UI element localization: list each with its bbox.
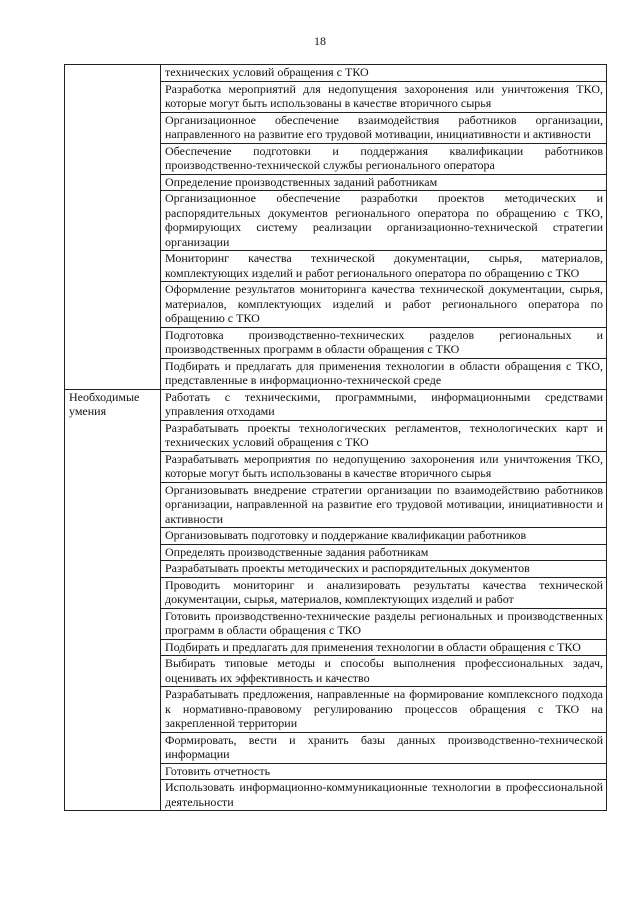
row-text: Организовывать подготовку и поддержание квалификации работников bbox=[165, 528, 527, 542]
row-text-cell bbox=[161, 687, 607, 733]
row-text: Организационное обеспечение разработки проектов методических и распорядительных документов регионального оператора по обращению с ТКО, формирующих систему реализации организационно-технической стратегии организации bbox=[165, 191, 603, 249]
row-text-cell bbox=[161, 656, 607, 687]
row-text: Использовать информационно-коммуникационные технологии в профессиональной деятельности bbox=[165, 780, 603, 809]
row-text-cell bbox=[161, 780, 607, 811]
competency-table-body bbox=[65, 65, 607, 811]
row-text: Готовить производственно-технические разделы региональных и производственных программ в области обращения с ТКО bbox=[165, 608, 603, 637]
row-text-cell bbox=[161, 65, 607, 82]
row-text: Организационное обеспечение взаимодействия работников организации, направленного на развитие его трудовой мотивации, инициативности и активности bbox=[165, 112, 603, 141]
row-text: Обеспечение подготовки и поддержания квалификации работников производственно-технической службы регионального оператора bbox=[165, 143, 603, 172]
section-label-cell bbox=[65, 389, 161, 811]
row-text: Формировать, вести и хранить базы данных производственно-технической информации bbox=[165, 732, 603, 761]
row-text: Подготовка производственно-технических разделов региональных и производственных программ в области обращения с ТКО bbox=[165, 327, 603, 356]
row-text: Разработка мероприятий для недопущения захоронения или уничтожения ТКО, которые могут быть использованы в качестве вторичного сырья bbox=[165, 81, 603, 110]
row-text-cell bbox=[161, 143, 607, 174]
row-text-cell bbox=[161, 544, 607, 561]
row-text-cell bbox=[161, 763, 607, 780]
row-text: Разрабатывать мероприятия по недопущению захоронения или уничтожения ТКО, которые могут быть использованы в качестве вторичного сырья bbox=[165, 451, 603, 480]
row-text-cell bbox=[161, 561, 607, 578]
row-text-cell bbox=[161, 251, 607, 282]
row-text-cell bbox=[161, 639, 607, 656]
row-text-cell bbox=[161, 482, 607, 528]
row-text-cell bbox=[161, 420, 607, 451]
row-text: Работать с техническими, программными, информационными средствами управления отходами bbox=[165, 389, 603, 418]
row-text: Проводить мониторинг и анализировать результаты качества технической документации, сырья, материалов, комплектующих изделий и работ bbox=[165, 577, 603, 606]
row-text: Разрабатывать проекты методических и распорядительных документов bbox=[165, 561, 530, 575]
row-text-cell bbox=[161, 191, 607, 251]
row-text-cell bbox=[161, 451, 607, 482]
row-text-cell bbox=[161, 389, 607, 420]
row-text-cell bbox=[161, 577, 607, 608]
row-text-cell bbox=[161, 528, 607, 545]
row-text-cell bbox=[161, 358, 607, 389]
row-text: Мониторинг качества технической документации, сырья, материалов, комплектующих изделий и работ регионального оператора по обращению с ТКО bbox=[165, 251, 603, 280]
row-text: Выбирать типовые методы и способы выполнения профессиональных задач, оценивать их эффективность и качество bbox=[165, 656, 603, 685]
row-text: технических условий обращения с ТКО bbox=[165, 65, 369, 79]
row-text: Организовывать внедрение стратегии организации по взаимодействию работников организации, направленной на развитие его трудовой мотивации, инициативности и активности bbox=[165, 482, 603, 526]
competency-table bbox=[64, 64, 607, 811]
row-text-cell bbox=[161, 732, 607, 763]
row-text-cell bbox=[161, 608, 607, 639]
row-text: Определение производственных заданий работникам bbox=[165, 174, 438, 189]
row-text-cell bbox=[161, 282, 607, 328]
section-label-cell bbox=[65, 65, 161, 390]
row-text: Оформление результатов мониторинга качества технической документации, сырья, материалов, комплектующих изделий и работ регионального оператора по обращению с ТКО bbox=[165, 282, 603, 325]
row-text-cell bbox=[161, 81, 607, 112]
row-text-cell bbox=[161, 112, 607, 143]
page-number: 18 bbox=[314, 34, 326, 48]
row-text-cell bbox=[161, 174, 607, 191]
table-row bbox=[65, 65, 607, 82]
row-text: Разрабатывать проекты технологических регламентов, технологических карт и технических условий обращения с ТКО bbox=[165, 420, 603, 449]
row-text-cell bbox=[161, 327, 607, 358]
row-text: Готовить отчетность bbox=[165, 763, 271, 778]
table-row bbox=[65, 389, 607, 420]
row-text: Подбирать и предлагать для применения технологии в области обращения с ТКО bbox=[165, 639, 581, 654]
row-text: Подбирать и предлагать для применения технологии в области обращения с ТКО, представленные в информационно-технической среде bbox=[165, 358, 603, 387]
row-text: Разрабатывать предложения, направленные на формирование комплексного подхода к нормативно-правовому регулированию процессов обращения с ТКО на закрепленной территории bbox=[165, 687, 603, 730]
section-label: Необходимые умения bbox=[69, 389, 140, 418]
row-text: Определять производственные задания работникам bbox=[165, 544, 429, 559]
